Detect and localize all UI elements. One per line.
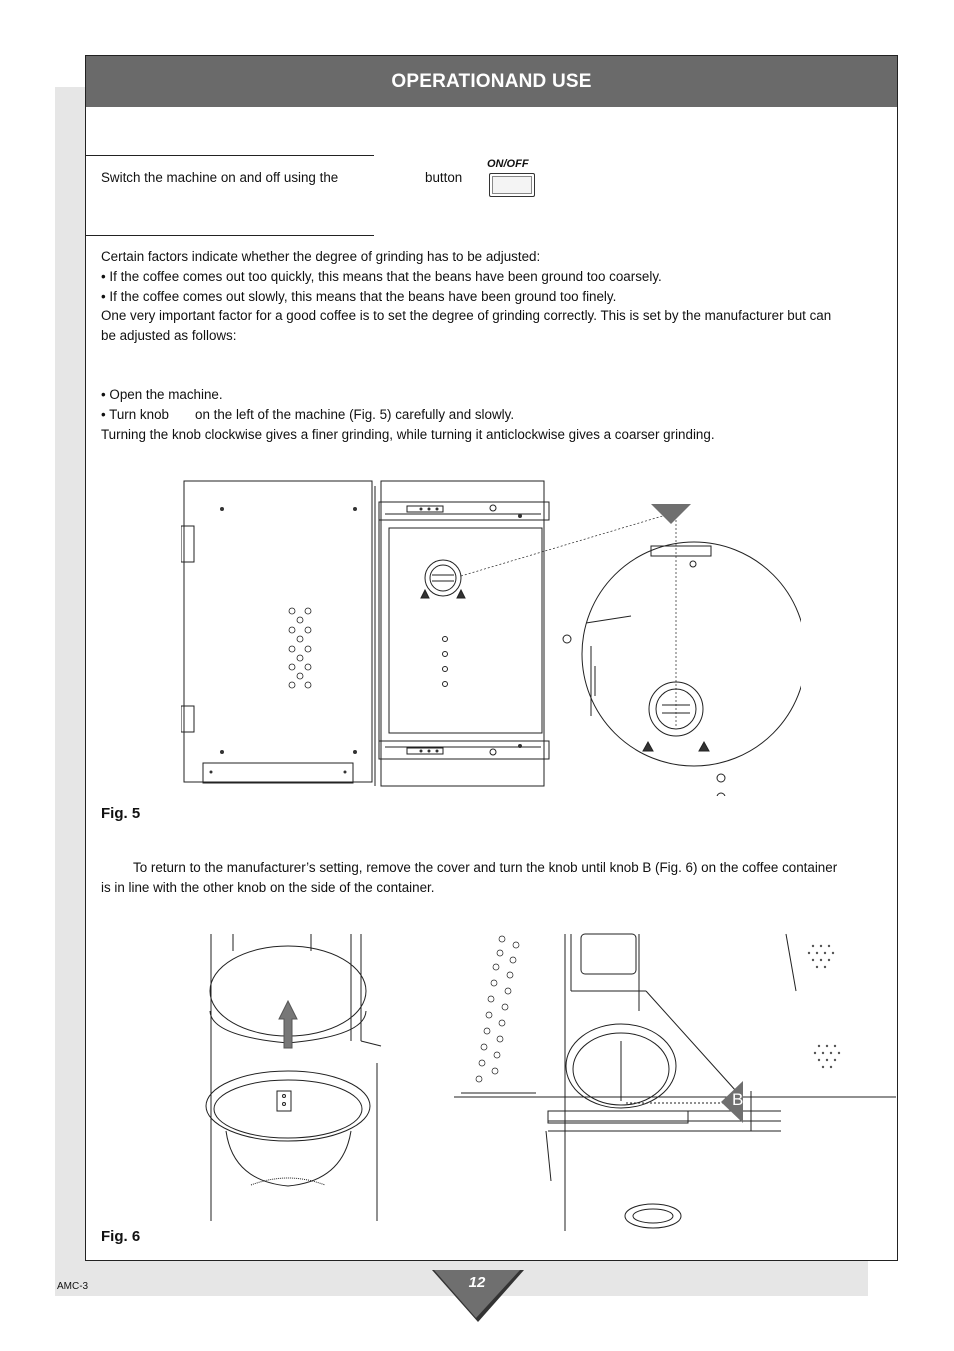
fig5-illustration <box>181 476 801 796</box>
switch-instruction: Switch the machine on and off using the <box>101 170 339 185</box>
switch-button-word: button <box>425 170 463 185</box>
page-frame <box>85 55 898 1261</box>
page-number: 12 <box>468 1274 486 1291</box>
onoff-button-label: ON/OFF <box>487 158 529 170</box>
fig6-illustration <box>191 931 896 1236</box>
step-open-machine: • Open the machine. <box>101 387 223 402</box>
footer-model-code: AMC-3 <box>57 1281 89 1292</box>
fig5-label: Fig. 5 <box>101 805 141 822</box>
grinding-para-line-2: be adjusted as follows: <box>101 328 237 343</box>
step-turn-knob-a: • Turn knob <box>101 407 169 422</box>
grinding-bullet-1: • If the coffee comes out too quickly, this means that the beans have been ground too coarsely. <box>101 269 662 284</box>
grinding-para-line-1: One very important factor for a good coffee is to set the degree of grinding correctly. This is set by the manufacturer but can <box>101 308 832 323</box>
divider-bottom <box>86 235 374 236</box>
callout-b: B <box>732 1090 744 1109</box>
section-title: OPERATIONAND USE <box>391 70 592 92</box>
grinding-note: Turning the knob clockwise gives a finer grinding, while turning it anticlockwise gives a coarser grinding. <box>101 427 715 442</box>
onoff-button-icon <box>489 173 535 197</box>
reset-line-2: is in line with the other knob on the side of the container. <box>101 880 435 895</box>
fig6-label: Fig. 6 <box>101 1228 141 1245</box>
divider-top <box>86 155 374 156</box>
callout-a: A <box>671 480 683 499</box>
grinding-intro: Certain factors indicate whether the degree of grinding has to be adjusted: <box>101 249 541 264</box>
reset-line-1: To return to the manufacturer’s setting, remove the cover and turn the knob until knob B (Fig. 6) on the coffee container <box>133 860 838 875</box>
section-header <box>86 56 897 107</box>
grinding-bullet-2: • If the coffee comes out slowly, this means that the beans have been ground too finely. <box>101 289 617 304</box>
step-turn-knob-b: on the left of the machine (Fig. 5) carefully and slowly. <box>195 407 515 422</box>
